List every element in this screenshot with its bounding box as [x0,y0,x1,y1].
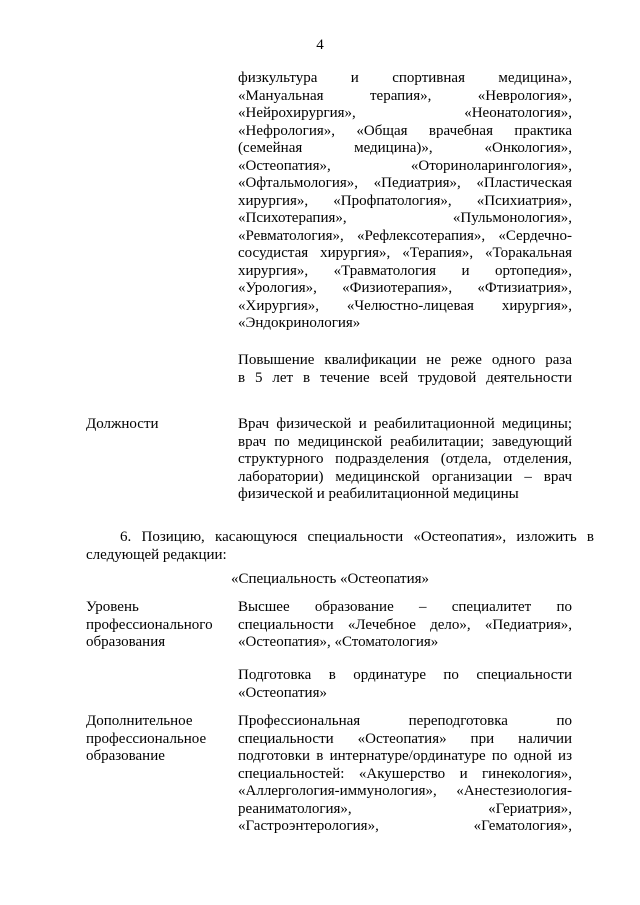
additional-education-line: подготовки в интернатуре/ординатуре по одной из [238,748,572,764]
positions-line: Врач физической и реабилитационной медицины; [238,416,572,432]
specialties-list [238,70,572,333]
specialties-line: «Хирургия», «Челюстно-лицевая хирургия», [238,297,572,314]
page-number: 4 [316,37,324,53]
additional-education-line: специальностей: «Акушерство и гинекология», [238,765,572,782]
specialties-line: «Остеопатия», «Оториноларингология», [238,157,572,174]
specialties-line: «Ревматология», «Рефлексотерапия», «Сердечно- [238,227,572,244]
specialties-line: «Офтальмология», «Педиатрия», «Пластическая [238,175,572,191]
item6-paragraph [86,529,594,564]
education-level-label [86,599,226,652]
qualification-line: Повышение квалификации не реже одного раза [238,352,572,368]
additional-education-label [86,713,226,766]
specialties-line: физкультура и спортивная медицина», [238,70,572,86]
positions-line: врач по медицинской реабилитации; заведующий [238,433,572,450]
education-level-line: Высшее образование – специалитет по [238,599,572,615]
additional-education-line: «Гастроэнтерология», «Гематология», [238,818,572,834]
additional-education-label-line: Дополнительное [86,713,193,729]
qualification-line: в 5 лет в течение всей трудовой деятельности [238,369,572,386]
specialties-line: «Нефрология», «Общая врачебная практика [238,122,572,139]
education-level-text [238,599,572,652]
education-level-label-line: Уровень [86,599,139,615]
specialties-line: хирургия», «Профпатология», «Психиатрия», [238,192,572,209]
positions-text [238,416,572,504]
specialty-heading: «Специальность «Остеопатия» [230,571,430,587]
qualification-note [238,352,572,387]
additional-education-text [238,713,572,836]
positions-line: структурного подразделения (отдела, отделения, [238,451,572,467]
additional-education-label-line: образование [86,748,165,764]
education-level-label-line: образования [86,634,166,650]
additional-education-line: реаниматология», «Гериатрия», [238,800,572,817]
specialties-line: «Нейрохирургия», «Неонатология», [238,105,572,121]
residency-line: Подготовка в ординатуре по специальности [238,667,572,683]
positions-line: лаборатории) медицинской организации – врач [238,468,572,485]
specialties-line: «Урология», «Физиотерапия», «Фтизиатрия», [238,280,572,296]
additional-education-line: Профессиональная переподготовка по [238,713,572,729]
additional-education-line: специальности «Остеопатия» при наличии [238,730,572,747]
specialties-line: «Психотерапия», «Пульмонология», [238,210,572,226]
positions-label: Должности [86,416,159,432]
specialties-line: хирургия», «Травматология и ортопедия», [238,262,572,279]
item6-line: следующей редакции: [86,546,227,563]
residency-text [238,667,572,702]
positions-line: физической и реабилитационной медицины [238,486,519,502]
specialties-line: сосудистая хирургия», «Терапия», «Торакальная [238,245,572,261]
additional-education-label-line: профессиональное [86,730,207,747]
specialties-line: «Эндокринология» [238,315,361,331]
residency-line: «Остеопатия» [238,684,327,701]
education-level-line: «Остеопатия», «Стоматология» [238,634,439,650]
additional-education-line: «Аллергология-иммунология», «Анестезиология- [238,783,572,799]
education-level-line: специальности «Лечебное дело», «Педиатрия», [238,616,572,633]
item6-line: 6. Позицию, касающуюся специальности «Остеопатия», изложить в [120,529,594,545]
specialties-line: «Мануальная терапия», «Неврология», [238,87,572,104]
education-level-label-line: профессионального [86,616,213,633]
specialties-line: (семейная медицина)», «Онкология», [238,140,572,156]
